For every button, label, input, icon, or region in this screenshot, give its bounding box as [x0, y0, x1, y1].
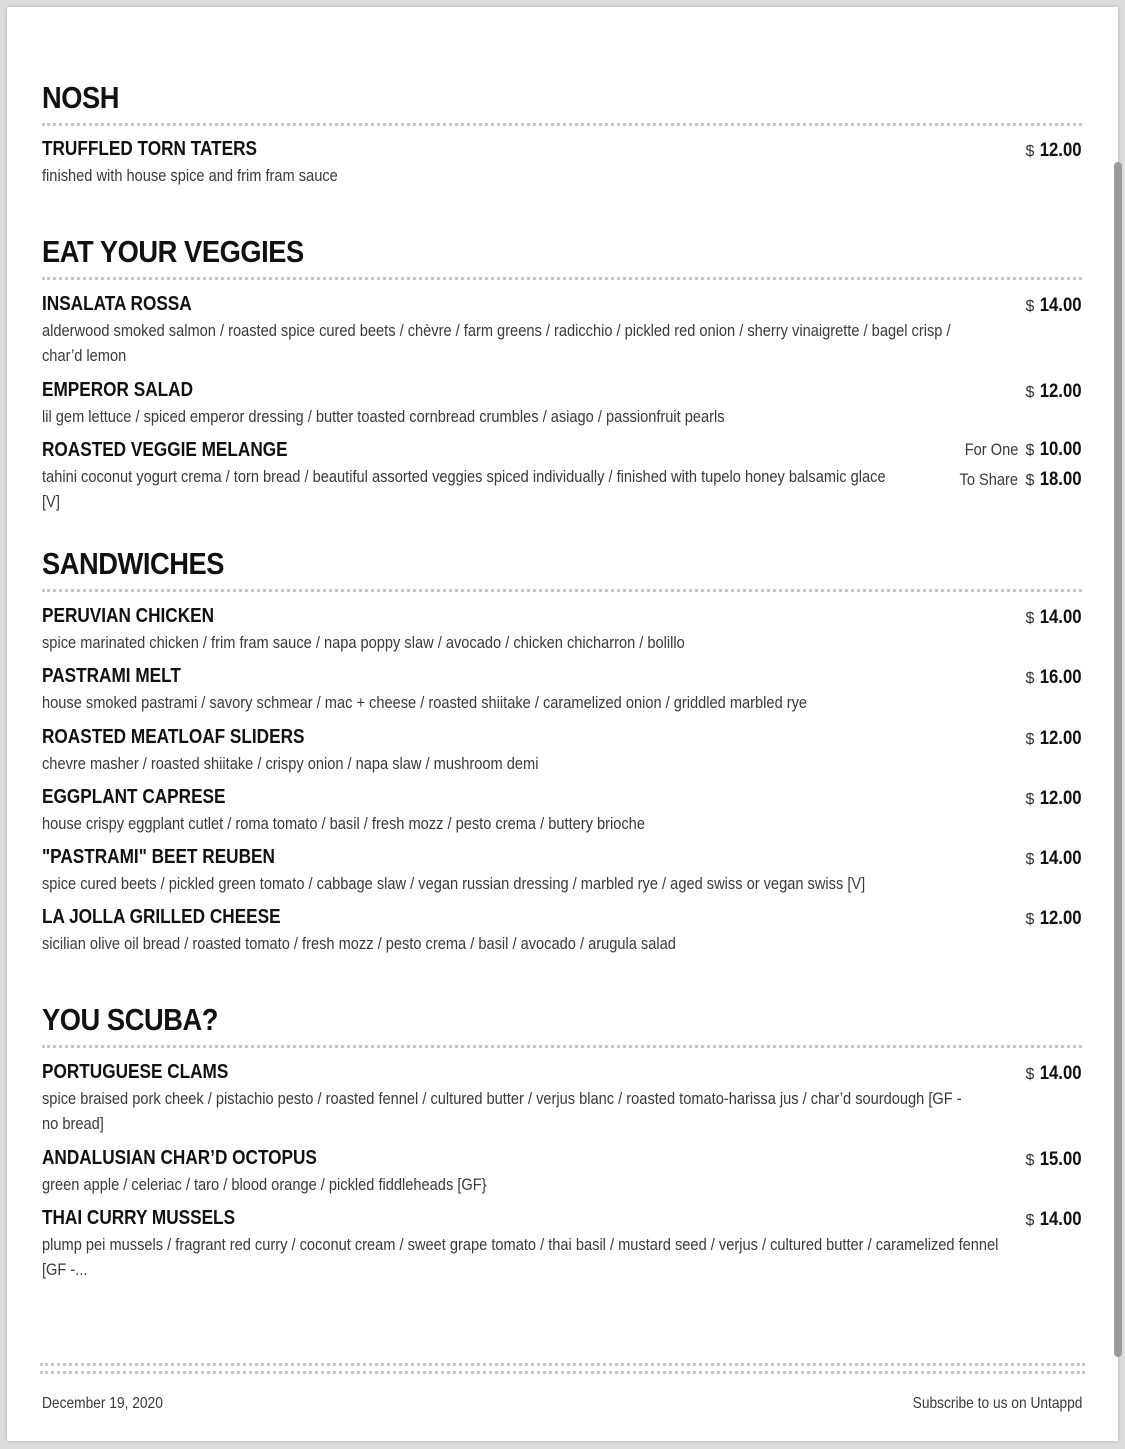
item-price: [1026, 666, 1082, 691]
item-description: house crispy eggplant cutlet / roma tomato / basil / fresh mozz / pesto crema / buttery brioche: [42, 814, 645, 833]
price-currency: $: [1025, 851, 1035, 868]
item-name: EMPEROR SALAD: [42, 379, 193, 401]
price-amount: 12.00: [1040, 728, 1082, 749]
section-divider: [42, 123, 1082, 126]
price-amount: 16.00: [1040, 667, 1082, 688]
item-price: [1026, 907, 1082, 932]
price-currency: $: [1025, 1212, 1035, 1229]
price-currency: $: [1025, 731, 1035, 748]
section-title: YOU SCUBA?: [42, 1002, 218, 1037]
item-price: [1026, 1148, 1082, 1173]
price-currency: $: [1025, 442, 1035, 459]
item-description: spice cured beets / pickled green tomato / cabbage slaw / vegan russian dressing / marbled rye / aged swiss or vegan swiss [V]: [42, 874, 866, 893]
price-amount: 12.00: [1040, 908, 1082, 929]
section-divider: [42, 589, 1082, 592]
untappd-subscribe-link[interactable]: Subscribe to us on Untappd: [912, 1395, 1082, 1412]
item-name: ANDALUSIAN CHAR’D OCTOPUS: [42, 1147, 317, 1169]
item-description: house smoked pastrami / savory schmear / mac + cheese / roasted shiitake / caramelized onion / griddled marbled rye: [42, 693, 808, 712]
price-amount: 14.00: [1040, 848, 1082, 869]
item-name: TRUFFLED TORN TATERS: [42, 138, 257, 160]
price-amount: 14.00: [1040, 1063, 1082, 1084]
price-amount: 12.00: [1040, 381, 1082, 402]
price-amount: 15.00: [1040, 1149, 1082, 1170]
item-description: spice marinated chicken / frim fram sauce / napa poppy slaw / avocado / chicken chicharron / bolillo: [42, 633, 685, 652]
item-price: [1026, 294, 1082, 319]
section-title: SANDWICHES: [42, 546, 225, 581]
price-amount: 14.00: [1040, 607, 1082, 628]
section-title: NOSH: [42, 80, 120, 115]
price-currency: $: [1025, 298, 1035, 315]
price-currency: $: [1025, 610, 1035, 627]
price-row: [950, 435, 1082, 465]
price-amount: 12.00: [1040, 140, 1082, 161]
price-amount: 12.00: [1040, 788, 1082, 809]
price-currency: $: [1025, 384, 1035, 401]
price-amount: 18.00: [1040, 469, 1082, 490]
item-name: ROASTED MEATLOAF SLIDERS: [42, 726, 305, 748]
price-currency: $: [1025, 1152, 1035, 1169]
item-description: tahini coconut yogurt crema / torn bread / beautiful assorted veggies spiced individually / finished with tupelo honey balsamic glace [V]: [42, 467, 886, 511]
price-currency: $: [1025, 911, 1035, 928]
price-currency: $: [1025, 1066, 1035, 1083]
price-amount: 14.00: [1040, 295, 1082, 316]
price-currency: $: [1025, 670, 1035, 687]
item-name: PORTUGUESE CLAMS: [42, 1061, 229, 1083]
price-currency: $: [1025, 791, 1035, 808]
item-description: plump pei mussels / fragrant red curry / coconut cream / sweet grape tomato / thai basil / mustard seed / verjus / cultured butter / caramelized fennel [GF -...: [42, 1235, 999, 1279]
item-description: finished with house spice and frim fram sauce: [42, 166, 338, 185]
item-price: [1026, 727, 1082, 752]
item-name: "PASTRAMI" BEET REUBEN: [42, 846, 275, 868]
item-description: alderwood smoked salmon / roasted spice cured beets / chèvre / farm greens / radicchio / pickled red onion / sherry vinaigrette / bagel crisp / char’d lemon: [42, 321, 951, 365]
item-price: [1026, 847, 1082, 872]
item-price: [1026, 139, 1082, 164]
price-label: To Share: [959, 470, 1019, 489]
item-price: [950, 435, 1082, 495]
price-row: [950, 465, 1082, 495]
section-title: EAT YOUR VEGGIES: [42, 234, 304, 269]
item-price: [1026, 1208, 1082, 1233]
item-name: LA JOLLA GRILLED CHEESE: [42, 906, 281, 928]
menu-sheet: [7, 7, 1118, 1441]
price-amount: 10.00: [1040, 439, 1082, 460]
section-divider: [42, 1045, 1082, 1048]
price-label: For One: [964, 440, 1019, 459]
item-description: sicilian olive oil bread / roasted tomato / fresh mozz / pesto crema / basil / avocado / arugula salad: [42, 934, 676, 953]
price-currency: $: [1025, 143, 1035, 160]
item-price: [1026, 787, 1082, 812]
item-description: spice braised pork cheek / pistachio pesto / roasted fennel / cultured butter / verjus blanc / roasted tomato-harissa jus / char’d sourdough [GF - no bread]: [42, 1089, 962, 1133]
item-description: green apple / celeriac / taro / blood orange / pickled fiddleheads [GF}: [42, 1175, 487, 1194]
item-price: [1026, 1062, 1082, 1087]
section-divider: [42, 277, 1082, 280]
item-price: [1026, 380, 1082, 405]
price-amount: 14.00: [1040, 1209, 1082, 1230]
item-name: EGGPLANT CAPRESE: [42, 786, 226, 808]
item-description: lil gem lettuce / spiced emperor dressing / butter toasted cornbread crumbles / asiago / passionfruit pearls: [42, 407, 725, 426]
price-currency: $: [1025, 472, 1035, 489]
footer-divider: [40, 1363, 1085, 1374]
item-description: chevre masher / roasted shiitake / crispy onion / napa slaw / mushroom demi: [42, 754, 539, 773]
item-name: THAI CURRY MUSSELS: [42, 1207, 236, 1229]
item-price: [1026, 606, 1082, 631]
footer-date: December 19, 2020: [42, 1395, 163, 1412]
vertical-scrollbar[interactable]: [1114, 162, 1122, 1357]
item-name: ROASTED VEGGIE MELANGE: [42, 439, 288, 461]
item-name: PERUVIAN CHICKEN: [42, 605, 215, 627]
item-name: INSALATA ROSSA: [42, 293, 192, 315]
item-name: PASTRAMI MELT: [42, 665, 181, 687]
